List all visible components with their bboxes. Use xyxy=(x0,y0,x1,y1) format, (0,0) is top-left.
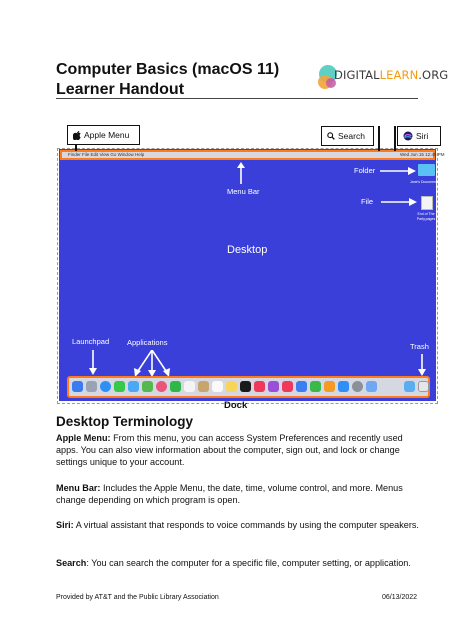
siri-icon xyxy=(403,131,413,141)
term-menu-bar xyxy=(56,482,421,506)
section-title: Desktop Terminology xyxy=(56,414,194,429)
numbers-icon[interactable] xyxy=(310,381,321,392)
menubar-label: Menu Bar xyxy=(227,187,260,196)
trash-arrow-icon xyxy=(417,354,427,376)
callout-apple-menu-label: Apple Menu xyxy=(84,130,130,140)
contacts-icon[interactable] xyxy=(198,381,209,392)
reminders-icon[interactable] xyxy=(212,381,223,392)
finder-icon[interactable] xyxy=(72,381,83,392)
apple-icon xyxy=(73,131,81,140)
app-store-icon[interactable] xyxy=(338,381,349,392)
term-menu-bar-name: Menu Bar: xyxy=(56,483,101,493)
music-icon[interactable] xyxy=(254,381,265,392)
file-label: File xyxy=(361,197,374,206)
dock-label: Dock xyxy=(224,400,248,411)
term-apple-menu-text: From this menu, you can access System Preferences and recently used apps. You can also view information about the computer, sign out, and lock or change settings unique to your account. xyxy=(56,433,403,467)
folder-caption: Jane's Documents xyxy=(410,180,439,184)
term-search xyxy=(56,557,421,569)
logo-part-learn: LEARN xyxy=(379,68,419,82)
callout-search-label: Search xyxy=(338,131,365,141)
notes-icon[interactable] xyxy=(226,381,237,392)
trash-label: Trash xyxy=(410,342,429,351)
callout-apple-menu xyxy=(67,125,140,145)
logo-part-digital: DIGITAL xyxy=(334,68,380,82)
downloads-folder-icon[interactable] xyxy=(404,381,415,392)
menubar-items: Finder File Edit View Go Window Help xyxy=(68,152,145,157)
term-search-name: Search xyxy=(56,558,87,568)
applications-arrows-icon xyxy=(132,350,172,378)
applications-label: Applications xyxy=(127,338,168,347)
folder-arrow-icon xyxy=(380,166,416,176)
menubar-arrow-icon xyxy=(236,162,246,184)
apple-tv-icon[interactable] xyxy=(240,381,251,392)
news-icon[interactable] xyxy=(282,381,293,392)
launchpad-label: Launchpad xyxy=(72,337,110,346)
menubar-clock: Wed Jun 15 12:45 PM xyxy=(400,152,445,157)
trash-icon[interactable] xyxy=(418,381,429,392)
pages-icon[interactable] xyxy=(324,381,335,392)
title-line-1: Computer Basics (macOS 11) xyxy=(56,61,280,78)
term-apple-menu xyxy=(56,432,421,468)
desktop-label: Desktop xyxy=(227,244,268,256)
launchpad-arrow-icon xyxy=(88,350,98,376)
logo-wordmark xyxy=(334,68,448,82)
facetime-icon[interactable] xyxy=(170,381,181,392)
file-caption: End of The Party.pages xyxy=(416,212,436,221)
title-divider xyxy=(56,98,418,99)
keynote-icon[interactable] xyxy=(296,381,307,392)
system-preferences-icon[interactable] xyxy=(352,381,363,392)
handout-title xyxy=(56,60,279,100)
safari-icon[interactable] xyxy=(100,381,111,392)
logo-part-org: .ORG xyxy=(418,68,449,82)
term-apple-menu-name: Apple Menu: xyxy=(56,433,111,443)
title-line-2: Learner Handout xyxy=(56,81,185,98)
file-arrow-icon xyxy=(381,197,417,207)
calendar-icon[interactable] xyxy=(184,381,195,392)
folder-label: Folder xyxy=(354,166,376,175)
messages-icon[interactable] xyxy=(114,381,125,392)
siri-pointer xyxy=(394,126,396,151)
term-siri-text: A virtual assistant that responds to voice commands by using the computer speakers. xyxy=(73,520,419,530)
footer-credit: Provided by AT&T and the Public Library Association xyxy=(56,594,219,601)
callout-search xyxy=(321,126,374,146)
footer-date: 06/13/2022 xyxy=(382,594,418,601)
apple-menu-pointer xyxy=(75,145,77,151)
launchpad-icon[interactable] xyxy=(86,381,97,392)
term-siri-name: Siri: xyxy=(56,520,74,530)
term-menu-bar-text: Includes the Apple Menu, the date, time, volume control, and more. Menus change depending on which program is open. xyxy=(56,483,403,505)
search-pointer xyxy=(378,126,380,151)
callout-siri xyxy=(397,126,441,146)
callout-siri-label: Siri xyxy=(416,131,429,141)
term-siri xyxy=(56,519,421,531)
mail-icon[interactable] xyxy=(128,381,139,392)
podcasts-icon[interactable] xyxy=(268,381,279,392)
downloads-icon[interactable] xyxy=(366,381,377,392)
photos-icon[interactable] xyxy=(156,381,167,392)
maps-icon[interactable] xyxy=(142,381,153,392)
folder-icon[interactable] xyxy=(418,164,435,176)
term-search-text: : You can search the computer for a specific file, computer setting, or application. xyxy=(86,558,411,568)
file-icon[interactable] xyxy=(421,196,433,210)
magnifier-icon xyxy=(327,132,335,140)
